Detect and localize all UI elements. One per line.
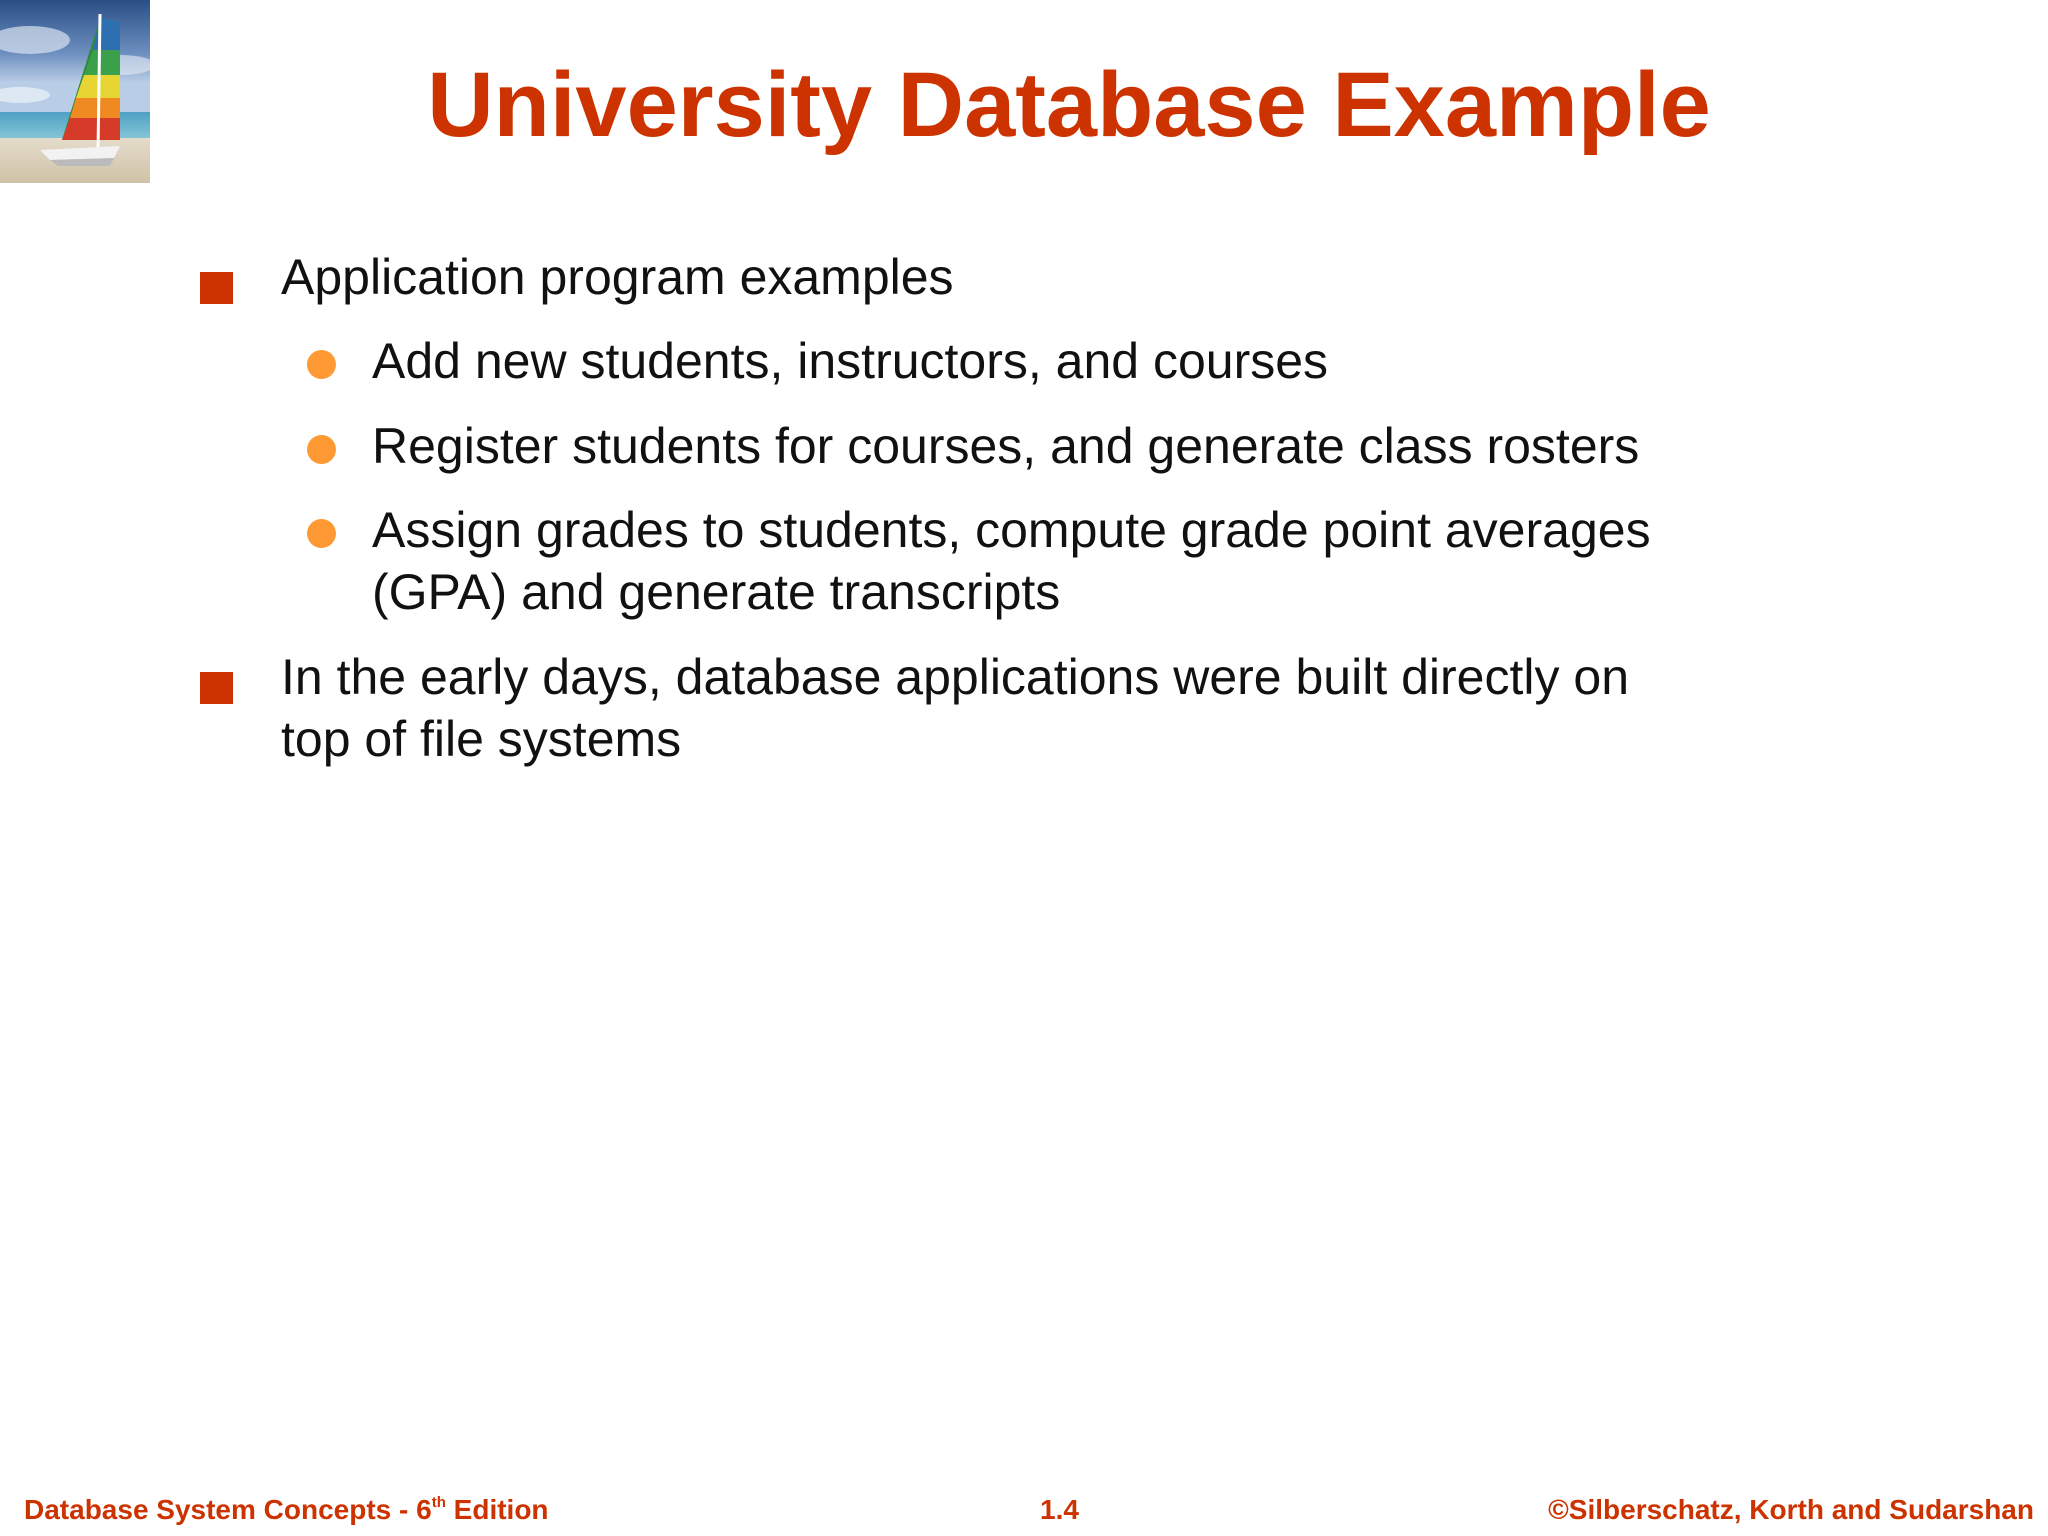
page-number: 1.4 (1040, 1494, 1079, 1525)
book-title (24, 1494, 549, 1526)
copyright: ©Silberschatz, Korth and Sudarshan (1548, 1494, 2034, 1525)
bullet-text-continued: top of file systems (281, 711, 682, 767)
book-title-prefix: Database System Concepts - 6 (24, 1494, 432, 1525)
slide-title: University Database Example (427, 54, 1711, 156)
sub-bullet-text: Add new students, instructors, and courses (372, 333, 1329, 389)
round-bullet-icon (307, 519, 336, 548)
square-bullet-icon (200, 272, 233, 304)
sub-bullet-text-continued: (GPA) and generate transcripts (372, 564, 1061, 620)
sub-bullet-text: Assign grades to students, compute grade point averages (372, 502, 1651, 558)
book-title-suffix: Edition (445, 1494, 549, 1525)
round-bullet-icon (307, 435, 336, 464)
sub-bullet-text: Register students for courses, and generate class rosters (372, 418, 1640, 474)
round-bullet-icon (307, 350, 336, 379)
bullet-text: Application program examples (281, 249, 954, 305)
square-bullet-icon (200, 672, 233, 704)
bullet-text: In the early days, database applications were built directly on (281, 649, 1629, 705)
slide-footer (0, 1494, 2048, 1534)
book-title-superscript: th (431, 1494, 446, 1511)
